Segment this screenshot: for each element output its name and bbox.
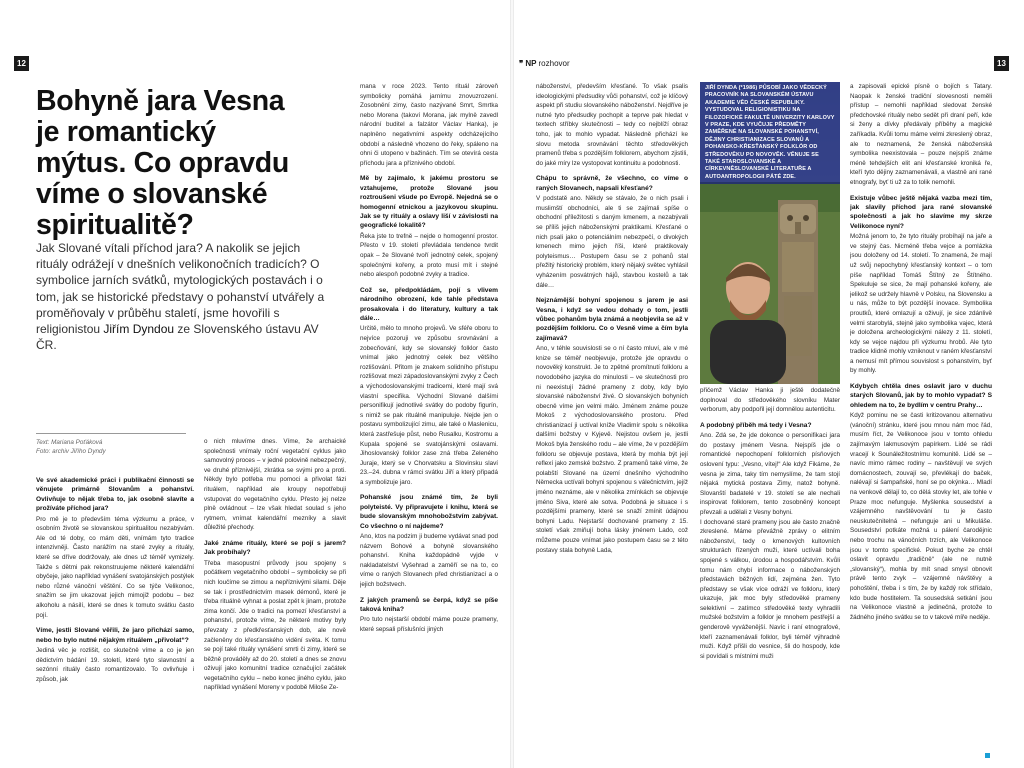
interview-answer: Možná jenom to, že tyto rituály probíhají na jaře a ve stejný čas. Nicméně třeba vejce a pomlázka jsou doloženy od 14. století. To znamená, že mají už svůj nepochybný křesťanský kontext – o tom píše například Tomáš Štítný ze Štítného. Spekuluje se sice, že mají pohanské kořeny, ale jelikož se udržely hlavně v Polsku, na Slovensku a u nás, může to být pozdější inovace. Symbolika proutků, které omlazují a oživují, je sice zdánlivě velmi starobylá, stejně jako symbolika vajec, která je doložena archeologickými nálezy z 11. století, kdy se vejce najdou při výzkumu hrobů. Ale tyto tradice klidně mohly vzniknout v raném křesťanství a nemusí mít přímou souvislost s pohanstvím, byť by mohly.	[850, 233, 992, 375]
interview-answer: Ano. Zdá se, že jde dokonce o personifikaci jara do postavy jménem Vesna. Nejspíš jde o romantické nepochopení folklorních písňových oslovení typu: „Vesno, vítej!“ Ale když Fikáme, že vesna je zima, taky tím nemyslíme, že tam stojí nějaká mytická postava Zimy, natož bohyně. Slovanští badatelé v 19. století se ale nechali inspirovat folklorem, tento zosobněný koncept převzali a udělali z Vesny bohyni.	[700, 432, 840, 516]
page-gutter	[510, 0, 514, 768]
section-subname: rozhovor	[538, 59, 570, 68]
interview-question: Ve své akademické práci i publikační činnosti se věnujete primárně Slovanům a pohanství. Ovlivňuje to nějak třeba to, jak osobně slavíte a prožíváte příchod jara?	[36, 477, 194, 513]
interview-answer: V podstatě ano. Někdy se stávalo, že o nich psali i muslimští obchodníci, ale ti se zajímali spíše o obchodní příležitosti s daným kmenem, a nezabývali se příliš jejich náboženskými praktikami. Křesťané o nich psali jako o potenciálním nebezpečí, o divokých kmenech mimo jejich říši, které praktikovaly polyteismus… Postupem času se z pohanů stal přežitý historický problém, který nějaký světec vyhlásil vyházením posvátných hájů, stavbou kostelů a tak dále…	[536, 195, 688, 289]
text-column-2	[204, 437, 346, 744]
credit-text: Text: Mariana Poťáková	[36, 439, 103, 446]
interview-question: Chápu to správně, že všechno, co víme o raných Slovanech, napsali křesťané?	[536, 175, 688, 192]
interview-answer: přičemž Václav Hanka ji ještě dodatečně doplnoval do středověkého slovníku Mater verborum, aby podpořil její domnělou autenticitu.	[700, 387, 840, 414]
interview-answer: náboženství, především křesťané. To však psalis ideologickými předsudky vůči pohanství, což je klíčový aspekt při studiu slovanského náboženství. Nejdříve je nutné tyto předsudky pochopit a teprve pak hledat v textech stříbky skutečnosti – tedy co nejblíží obraz toho, jak to mohlo vypadat. Následně přichází ke slovu metoda srovnávání těchto středověkých pramenů třeba s pozdějším folklorem, abychom zjistili, do jaké míry lze vystopovat kontinuitu a podobnosti.	[536, 83, 688, 167]
article-title: Bohyně jara Vesna je romantický mýtus. Co opravdu víme o slovanské spiritualitě?	[36, 85, 290, 241]
interview-answer: Určitě, mělo to mnoho projevů. Ve sféře oboru to nejvíce pozoruji ve způsobu srovnávání a zobecňování, kdy se slovanský folklor často vnímal jako jednotný celek bez většího rozlišování. Přitom je znakem solidního přístupu rozlišovat mezi západoslovanskými zvyky z Čech a východoslovanskými tradicemi, které mají svá vlastní specifika. Východní Slované dalšími personifikují jednotlivé svátky do podoby figurín, s nimiž se pak rituálně manipuluje. Nejde jen o postavu symbolizující zimu, ale také o Maslenicu, která zastřešuje půst, nebo Rusalku, Kostromu a Kupala spojené se svatojánskými oslavami. Jihoslovanský folklor zase zná třeba Zeleného Juraje, který se v Chorvatsku a Slovinsku slaví 23.–24. dubna v rámci svátku Jiří a který připadá a symbolizuje jaro.	[360, 325, 498, 486]
quote-marks-icon: ❞	[519, 59, 523, 68]
interview-answer: Řeka jste to trefně – nejde o homogenní prostor. Přesto v 19. století převládala tendence tvrdit opak – že Slované tvoří jednotný celek, spojený společnými kořeny, a proto musí mít i stejné nebo alespoň podobné zvyky a tradice.	[360, 232, 498, 279]
interview-question: Z jakých pramenů se čerpá, když se píše taková kniha?	[360, 596, 498, 614]
article-lead	[36, 240, 326, 353]
interview-question: Jaké známe rituály, které se pojí s jarem? Jak probíhaly?	[204, 539, 346, 557]
article-credits	[36, 433, 186, 456]
text-column-1	[36, 476, 194, 744]
interview-answer: Pro tuto nejstarší období máme pouze prameny, které sepsali příslušníci jiných	[360, 616, 498, 634]
interview-question: Což se, předpokládám, pojí s vlivem národního obrození, kde tahle představa prosakovala i do literatury, kultury a tak dále…	[360, 286, 498, 322]
text-column-5	[700, 386, 840, 744]
section-tag	[519, 59, 570, 68]
interview-answer: Ano, ktos na podzim ji budeme vydávat snad pod názvem Bohové a bohyně slovanského pohanství. Kniha každopádně vyjde v nakladatelství Vyšehrad a zaměří se na to, co víme o raných Slovanech před christianizací a o jejich božstvech.	[360, 533, 498, 589]
credit-photo: Foto: archiv Jiřího Dyndy	[36, 448, 106, 455]
lead-person-name: Jiřím Dyndou	[103, 322, 175, 337]
text-column-6	[850, 82, 992, 744]
interview-answer: I dochované staré prameny jsou ale často značně zkreslené. Máme převážně zprávy o elitním náboženství, tedy o kmenových kultovních strukturách řízených muži, které uctívali boha spojené s válkou, úrodou a hospodářstvím. Kvůli tomu nám chybí informace o náboženských představách běžných lidí, zejména žen. Tyto představy se však více odráží ve folkloru, který ukazuje, jak moc byly středověké prameny selektivní – zatímco středověké texty vyhradili mužské božstvím a folklor je mnohem pestřejší a genderově vyváženější. Navíc i raní etnografové, kteří zaznamenávali folklor, byli téměř výhradně muži. Když přišli do vesnice, šli do hospody, kde si povídali s místními muži	[700, 518, 840, 660]
interview-answer: Třeba masopustní průvody jsou spojeny s počátkem vegetačního období – symbolicky se při nich loučíme se zimou a nepříznivými silami. Děje se tak i prostřednictvím masek démonů, které je třeba rituálně vyhnat a poslat zpět k jinam, protože zima končí. Jde o tradici na pomezí křesťanství a pohanství, protože víme, že některé motivy byly převzaty z předkřesťanských dob, ale nově začleněny do křesťanského vidění světa. K tomu se pojí také rituály vynášení smrti či zimy, které se běžně prováděly až do 20. století a dnes se znovu oživují jako komunitní tradice označující začátek vegetačního cyklu – nebo konec jiného cyklu, jako například vynášení Moreny v podobě Miloše Ze-	[204, 559, 346, 692]
interview-question: Víme, jestli Slované věřili, že jaro přichází samo, nebo ho bylo nutné nějakým rituálem „přivolat“?	[36, 627, 194, 644]
interview-answer: a zapisovali epické písně o bojích s Tatary. Naopak k ženské tradiční slovesnosti neměli přístup – nemohli například sledovat ženské předchovské rituály nebo sedět při draní peří, kde si ženy a dívky předávaly příběhy a magické zaříkadla. Kvůli tomu máme velmi zkreslený obraz, ale to neznamená, že ženská náboženská symbolika neexistovala – pouze nejspíš známe méně tehdejších elit ani křesťanské kroniká ře, kteří tyto dějiny zaznamenávali, a vlastně ani rané etnografy, byť ti už za to tolik nemohli.	[850, 83, 992, 186]
interview-question: Pohanské jsou známé tím, že byli polyteisté. Vy připravujete i knihu, která se bude slovanským mnohobožstvím zabývat. Co všechno o ní najdeme?	[360, 494, 498, 530]
interview-question: Nejznámější bohyní spojenou s jarem je asi Vesna, i když se vedou dohady o tom, jestli vůbec pohanům byla známá a neobjevila se až v pozdějším folkloru. Co o Vesně víme a čím byla zajímavá?	[536, 297, 688, 342]
interview-answer: Pro mě je to především téma výzkumu a práce, v osobním životě se slovanskou spiritualitou nezabývám. Ale od té doby, co mám děti, vnímám tyto tradice intenzivněji. Často narážím na staré zvyky a rituály, které se dříve dodržovaly, ale dnes už téměř vymizely. Takže s dětmi pak rekonstruujeme některé kalendářní obyčeje, jako například vynášení svatojánských postýlek nebo různé vánoční věštění. Co se týče Velikonoc, snažím se jim ukazovat jejich mimojiž podobu – bez alkoholu a násilí, které se dnes k tomuto svátku často pojí.	[36, 515, 194, 619]
interview-question: A podobný příběh má tedy i Vesna?	[700, 421, 812, 429]
author-bio-box: JIŘÍ DYNDA (*1986) PŮSOBÍ JAKO VĚDECKÝ PRACOVNÍK NA SLOVANSKÉM ÚSTAVU AKADEMIE VĚD ČESKÉ REPUBLIKY. VYSTUDOVAL RELIGIONISTIKU NA FILOZOFICKÉ FAKULTĚ UNIVERZITY KARLOVY V PRAZE, KDE VYUČUJE PŘEDMĚTY ZAMĚŘENÉ NA SLOVANSKÉ POHANSTVÍ, DĚJINY CHRISTIANIZACE SLOVANŮ A POHANSKO-KŘESŤANSKÝ FOLKLÓR OD STŘEDOVĚKU PO NOVOVĚK. VĚNUJE SE TAKÉ STAROSLOVANSKÉ A CÍRKEVNĚSLOVANSKÉ LITERATUŘE A AUTOANTROPOLOGII PÁTÉ ZDE.	[700, 82, 840, 184]
interview-answer: mana v roce 2023. Tento rituál zároveň symbolicky pomáhá jarnímu znovuzrození. Zosobnění zimy, často nazývané Smrt, Smrtka nebo Morena (takoví Morana, jak mylně zavedl národní buditel a falzátor Václav Hanka), je naplněno negativními aspekty odcházejícího období a následně vhozeno do řeky, spáleno na ohni či utopeno v bažinách. Tím se otevírá cesta příchodu jara a příznivého období.	[360, 83, 498, 167]
interview-question: Kdybych chtěla dnes oslavit jaro v duchu starých Slovanů, jak by to mohlo vypadat? S ohledem na to, že bydlím v centru Prahy…	[850, 383, 992, 409]
lead-text-end: ze Slovenského ústavu AV ČR.	[36, 322, 319, 353]
section-name: NP	[525, 59, 537, 68]
interview-answer: Když pominu ne se časti kritizovanou alternativu (vánoční) stránku, které jsou mnou nám moc řád, musím říct, že Velikonoce jsou v tomto ohledu zajímavým lakmusovým papírkem. Lidé se rádi vracejí k Sounáležitostnímu komunitě. Lidé se – navíc mimo rámec rodiny – navštěvují ve svých domácnostech, zouvají se, převlékají do baček, nalévají si šampaňské, honí se po okýnka… Mladí na venkově dělají to, co dělá stovky let, ale tohle v Praze moc nefunguje. Myšlenka sousedství a vzájemného navštěvování tu je často neuskutečnitelná – nefunguje ani u Mikuláše. Sousedství potkáte možná u pálení čarodějnic nebo trochu na vánočních trzích, ale Velikonoce jsou v tomto specifické. Pokud byche ze chtěl oslavit opravdu „tradičně“ (ale ne nutně „slovanský“), mohla by mít snad smysl obnovit právě tento zvyk – vzájemné návštěvy a pohoštění, třeba i s tím, že by každý rok střídalo, kdo bude hostitelem. Ta sousedská setkání jsou na Velikonoce vlastně a jedinečná, protože to žádného jiného svátku se to v takové míře neděje.	[850, 412, 992, 621]
interview-question: Mě by zajímalo, k jakému prostoru se vztahujeme, protože Slované jsou roztroušeni všude po Evropě. Nejedná se o homogenní etnickou a jazykovou skupinu. Jak se ty rituály a oslavy liší v závislosti na geografické lokalitě?	[360, 175, 498, 230]
interview-question: Existuje vůbec ještě nějaká vazba mezi tím, jak slavily příchod jara rané slovanské společnosti a jak ho slavíme my skrze Velikonoce nyní?	[850, 194, 992, 230]
interview-answer: Ano, v téhle souvislosti se o ní často mluví, ale v mé knize se téměř neobjevuje, protože jde opravdu o novověký konstrukt. Je to zpětné promítnutí folkloru a novodobého jazyka do minulosti – ve skutečnosti pro ni neexistují žádné prameny z doby, kdy bylo slovanské náboženství živé. O slovanských bohyních obecně víme jen velmi málo. Jménem známe pouze Mokoš z východoslovanského prostoru. Před christianizací ji uctíval kníže Vladimír spolu s několika dalšími božstvy v Kyjevě. Nejistou ovšem je, jestli Mokoš byla ženského rodu – ale víme, že v pozdějším folkloru se objevuje postava, která by mohla být její reflexí jako zemské božstvo. Z pramenů také víme, že polabští Slované na území dnešního východního Německa uctívali bohyni spojenou s válečnictvím, jejíž jméno neznáme, ale v několika zmínkách se objevuje jméno Siva, které ale sotva. Podobná je situace i s pozdějšími prameny, které se snaží zmínit údajnou bohyni Ladu. Nejstarší dochované prameny z 15. století však zmiňují boha lásky jménem Lado, což můžeme pouze vnímat jako postupem času se z této postavy stala bohyně Lada,	[536, 345, 688, 554]
page-number-right: 13	[994, 56, 1009, 71]
interview-answer: o nich mluvíme dnes. Víme, že archaické společnosti vnímaly roční vegetační cyklus jako samovolný proces – v jedné polovině nebezpečný, ve druhé příznivější, zkrátka se svými pro a proti. Někdy bylo potřeba mu pomoci a přivolat fázi rituálem, například ale kroupy nepotřebuji vstupovat do vegetačního cyklu. Přesto jej nelze plně ovládnout – lze však hledat soulad s jeho rytmem, vnímat kalendářní mezníky a slavit důležité přechody.	[204, 438, 346, 532]
text-column-4	[536, 82, 688, 744]
text-column-3	[360, 82, 498, 744]
interview-answer: Jediná věc je rozlišit, co skutečně víme a co je jen dědictvím bádání 19. století, které tyto slavnostní a sezónní rituály často romantizovalo. To ovlivňuje i způsob, jak	[36, 646, 194, 683]
page-number-left: 12	[14, 56, 29, 71]
lead-text: Jak Slované vítali příchod jara? A nakolik se jejich rituály odrážejí v dnešních velikonočních tradicích? O symbolice jarních svátků, mytologických postavách i o tom, jak se historické představy o pohanství utvářely a proměňovaly v průběhu staletí, jsme hovořili s religionistou	[36, 241, 325, 337]
square-end-icon	[985, 753, 990, 758]
